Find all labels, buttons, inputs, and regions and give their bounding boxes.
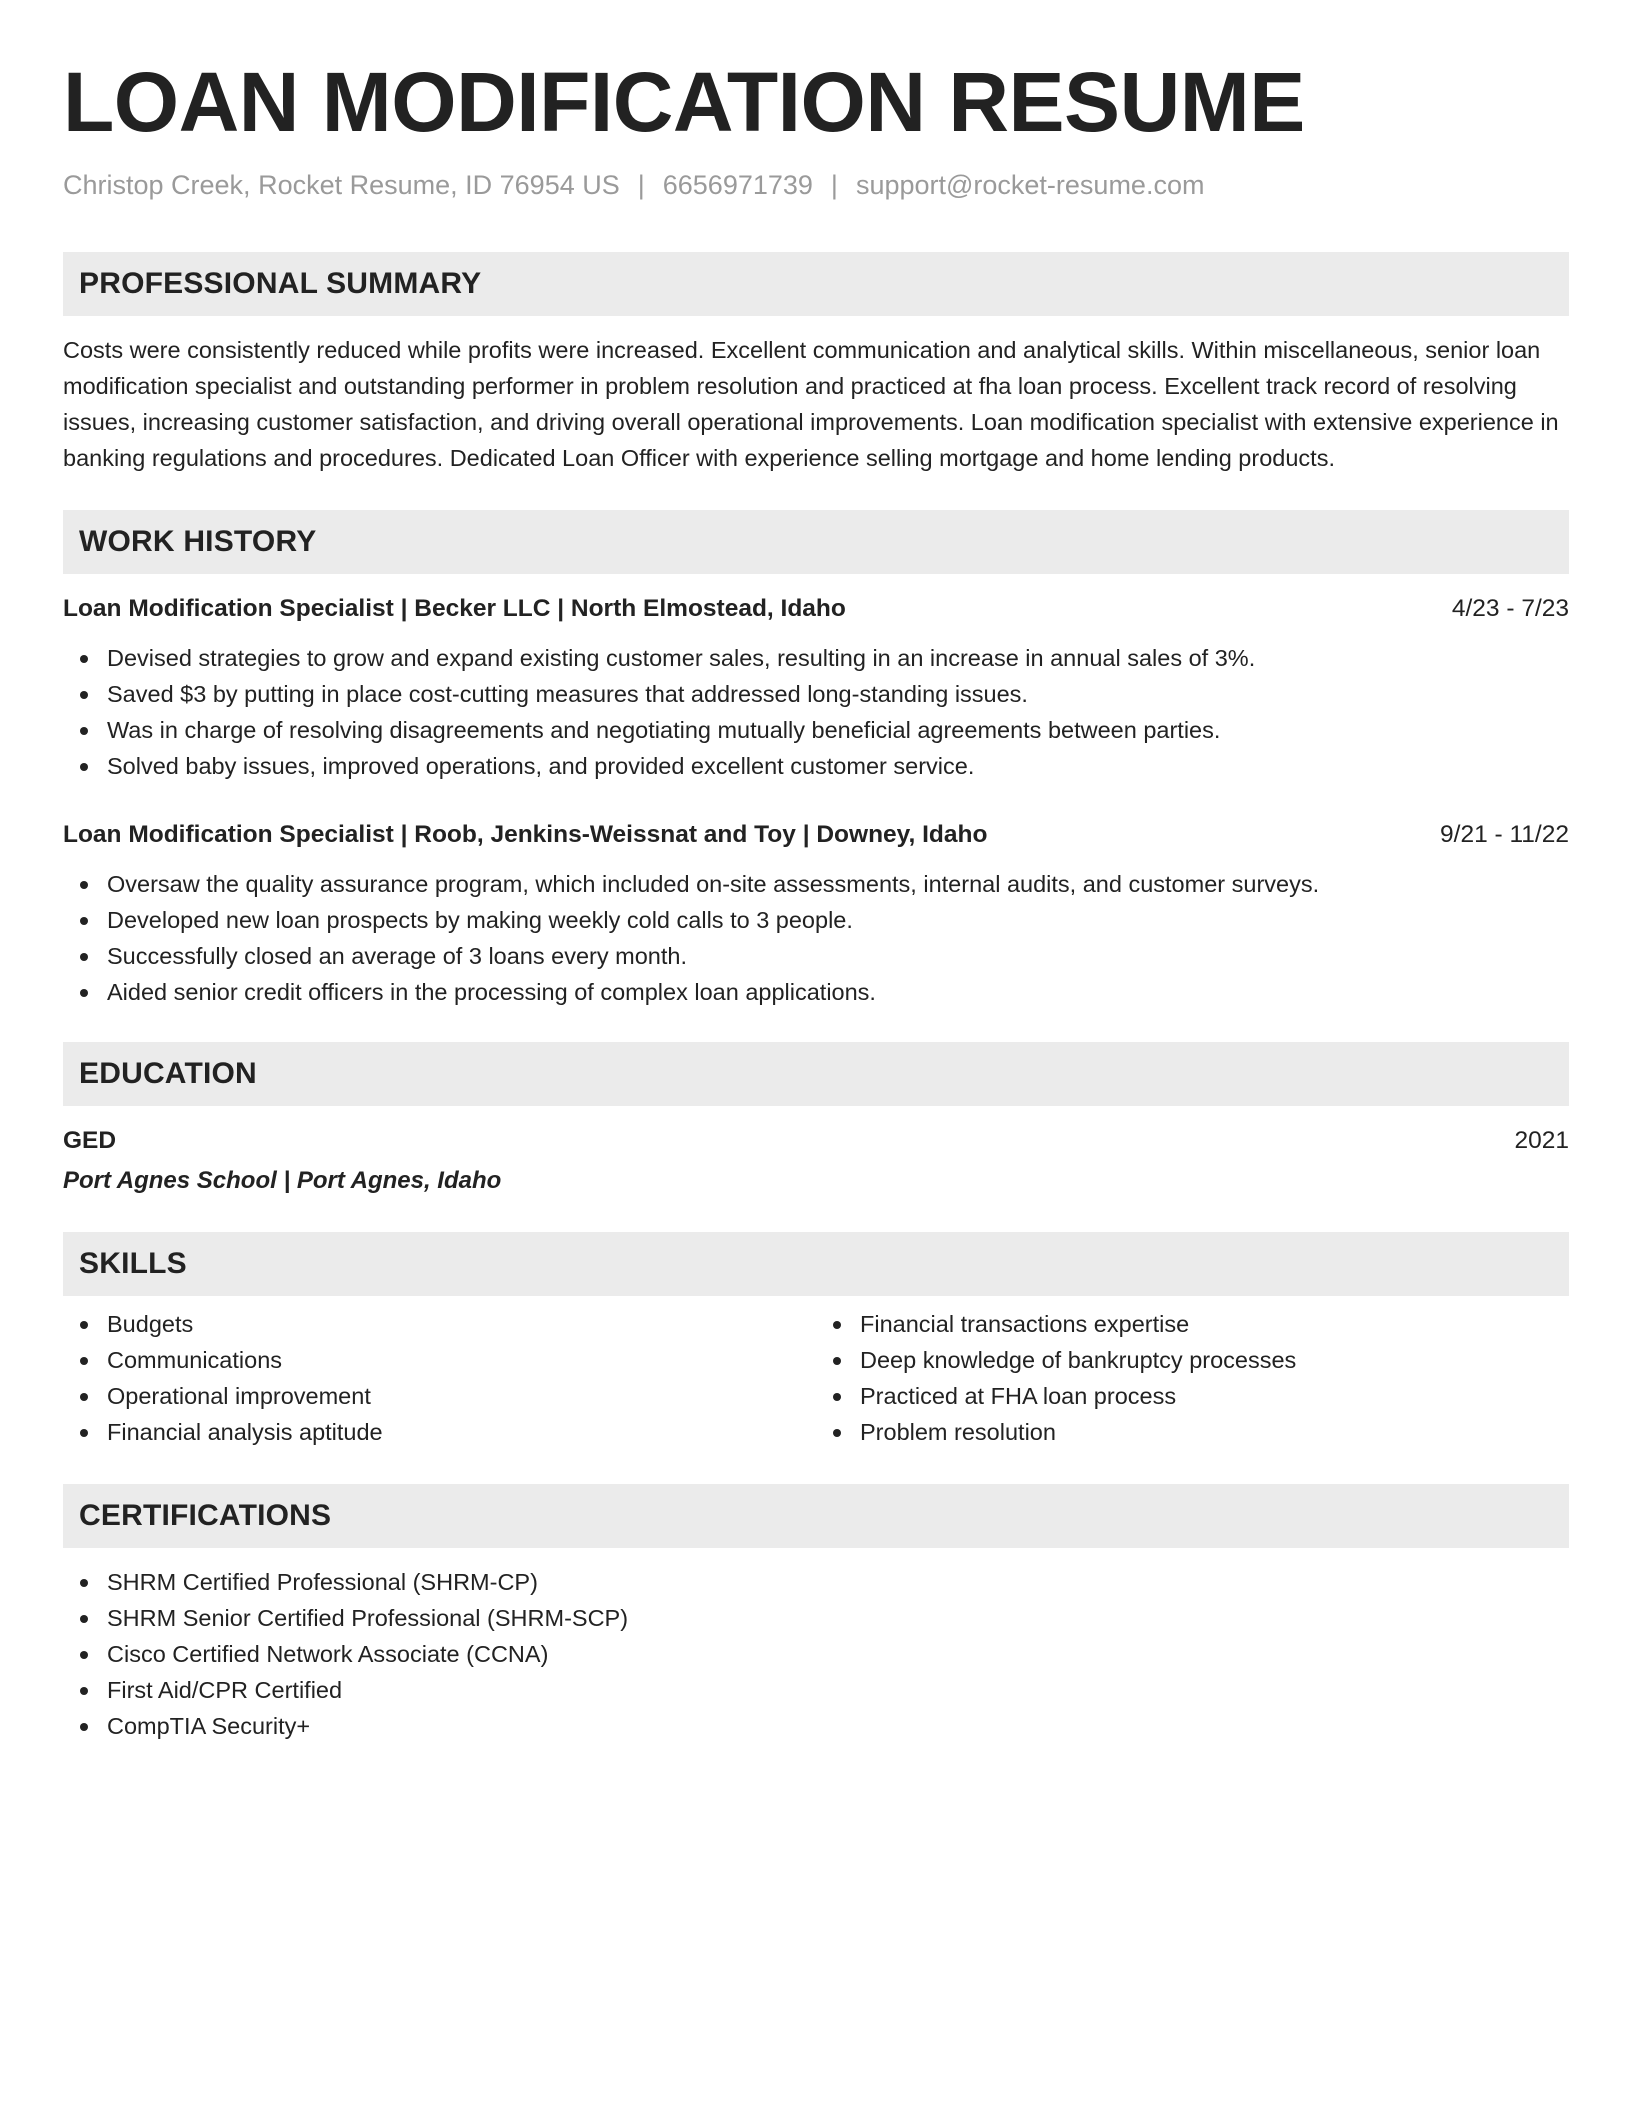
job-header: [63, 592, 1569, 626]
job-entry: [63, 592, 1569, 784]
certifications-list: [63, 1564, 1569, 1744]
section-heading-summary: PROFESSIONAL SUMMARY: [63, 252, 1569, 316]
job-bullet: Was in charge of resolving disagreements and negotiating mutually beneficial agreements between parties.: [107, 712, 1569, 748]
job-title: Loan Modification Specialist | Roob, Jenkins-Weissnat and Toy | Downey, Idaho: [63, 821, 988, 848]
job-title: Loan Modification Specialist | Becker LLC | North Elmostead, Idaho: [63, 595, 846, 622]
skill-item: Deep knowledge of bankruptcy processes: [860, 1342, 1569, 1378]
job-bullet: Devised strategies to grow and expand existing customer sales, resulting in an increase in annual sales of 3%.: [107, 640, 1569, 676]
certification-item: SHRM Certified Professional (SHRM-CP): [107, 1564, 1569, 1600]
job-bullet: Aided senior credit officers in the processing of complex loan applications.: [107, 974, 1569, 1010]
certification-item: Cisco Certified Network Associate (CCNA): [107, 1636, 1569, 1672]
certification-item: SHRM Senior Certified Professional (SHRM-SCP): [107, 1600, 1569, 1636]
job-bullet: Successfully closed an average of 3 loans every month.: [107, 938, 1569, 974]
contact-line: [63, 168, 1569, 202]
skill-item: Budgets: [107, 1306, 816, 1342]
education-year: 2021: [1514, 1127, 1569, 1154]
education-entry: [63, 1124, 1569, 1198]
skills-grid: [63, 1306, 1569, 1450]
job-bullets: [63, 866, 1569, 1010]
skill-item: Practiced at FHA loan process: [860, 1378, 1569, 1414]
certifications-block: [63, 1564, 1569, 1744]
job-bullet: Saved $3 by putting in place cost-cutting measures that addressed long-standing issues.: [107, 676, 1569, 712]
skills-list: [63, 1306, 816, 1450]
job-entry: [63, 818, 1569, 1010]
job-bullet: Oversaw the quality assurance program, which included on-site assessments, internal audits, and customer surveys.: [107, 866, 1569, 902]
skill-item: Problem resolution: [860, 1414, 1569, 1450]
contact-address: Christop Creek, Rocket Resume, ID 76954 US: [63, 170, 620, 200]
job-dates: 9/21 - 11/22: [1440, 821, 1569, 848]
job-bullet: Solved baby issues, improved operations, and provided excellent customer service.: [107, 748, 1569, 784]
section-heading-skills: SKILLS: [63, 1232, 1569, 1296]
summary-text: Costs were consistently reduced while profits were increased. Excellent communication and analytical skills. Within miscellaneous, senior loan modification specialist and outstanding performer in problem resolution and practiced at fha loan process. Excellent track record of resolving issues, increasing customer satisfaction, and driving overall operational improvements. Loan modification specialist with extensive experience in banking regulations and procedures. Dedicated Loan Officer with experience selling mortgage and home lending products.: [63, 337, 1559, 471]
job-header: [63, 818, 1569, 852]
section-heading-education: EDUCATION: [63, 1042, 1569, 1106]
skill-item: Operational improvement: [107, 1378, 816, 1414]
contact-separator: |: [830, 170, 838, 200]
skills-list: [816, 1306, 1569, 1450]
skills-column-left: [63, 1306, 816, 1450]
education-header: [63, 1124, 1569, 1158]
contact-email: support@rocket-resume.com: [855, 170, 1205, 200]
job-bullets: [63, 640, 1569, 784]
education-degree: GED: [63, 1127, 117, 1154]
job-bullet: Developed new loan prospects by making weekly cold calls to 3 people.: [107, 902, 1569, 938]
job-dates: 4/23 - 7/23: [1451, 595, 1569, 622]
skill-item: Financial analysis aptitude: [107, 1414, 816, 1450]
certification-item: First Aid/CPR Certified: [107, 1672, 1569, 1708]
contact-phone: 6656971739: [662, 170, 813, 200]
certification-item: CompTIA Security+: [107, 1708, 1569, 1744]
section-heading-certifications: CERTIFICATIONS: [63, 1484, 1569, 1548]
education-school: Port Agnes School | Port Agnes, Idaho: [63, 1167, 502, 1194]
section-heading-work-history: WORK HISTORY: [63, 510, 1569, 574]
skills-column-right: [816, 1306, 1569, 1450]
skill-item: Financial transactions expertise: [860, 1306, 1569, 1342]
page-title: LOAN MODIFICATION RESUME: [63, 55, 1305, 149]
contact-separator: |: [637, 170, 645, 200]
skill-item: Communications: [107, 1342, 816, 1378]
